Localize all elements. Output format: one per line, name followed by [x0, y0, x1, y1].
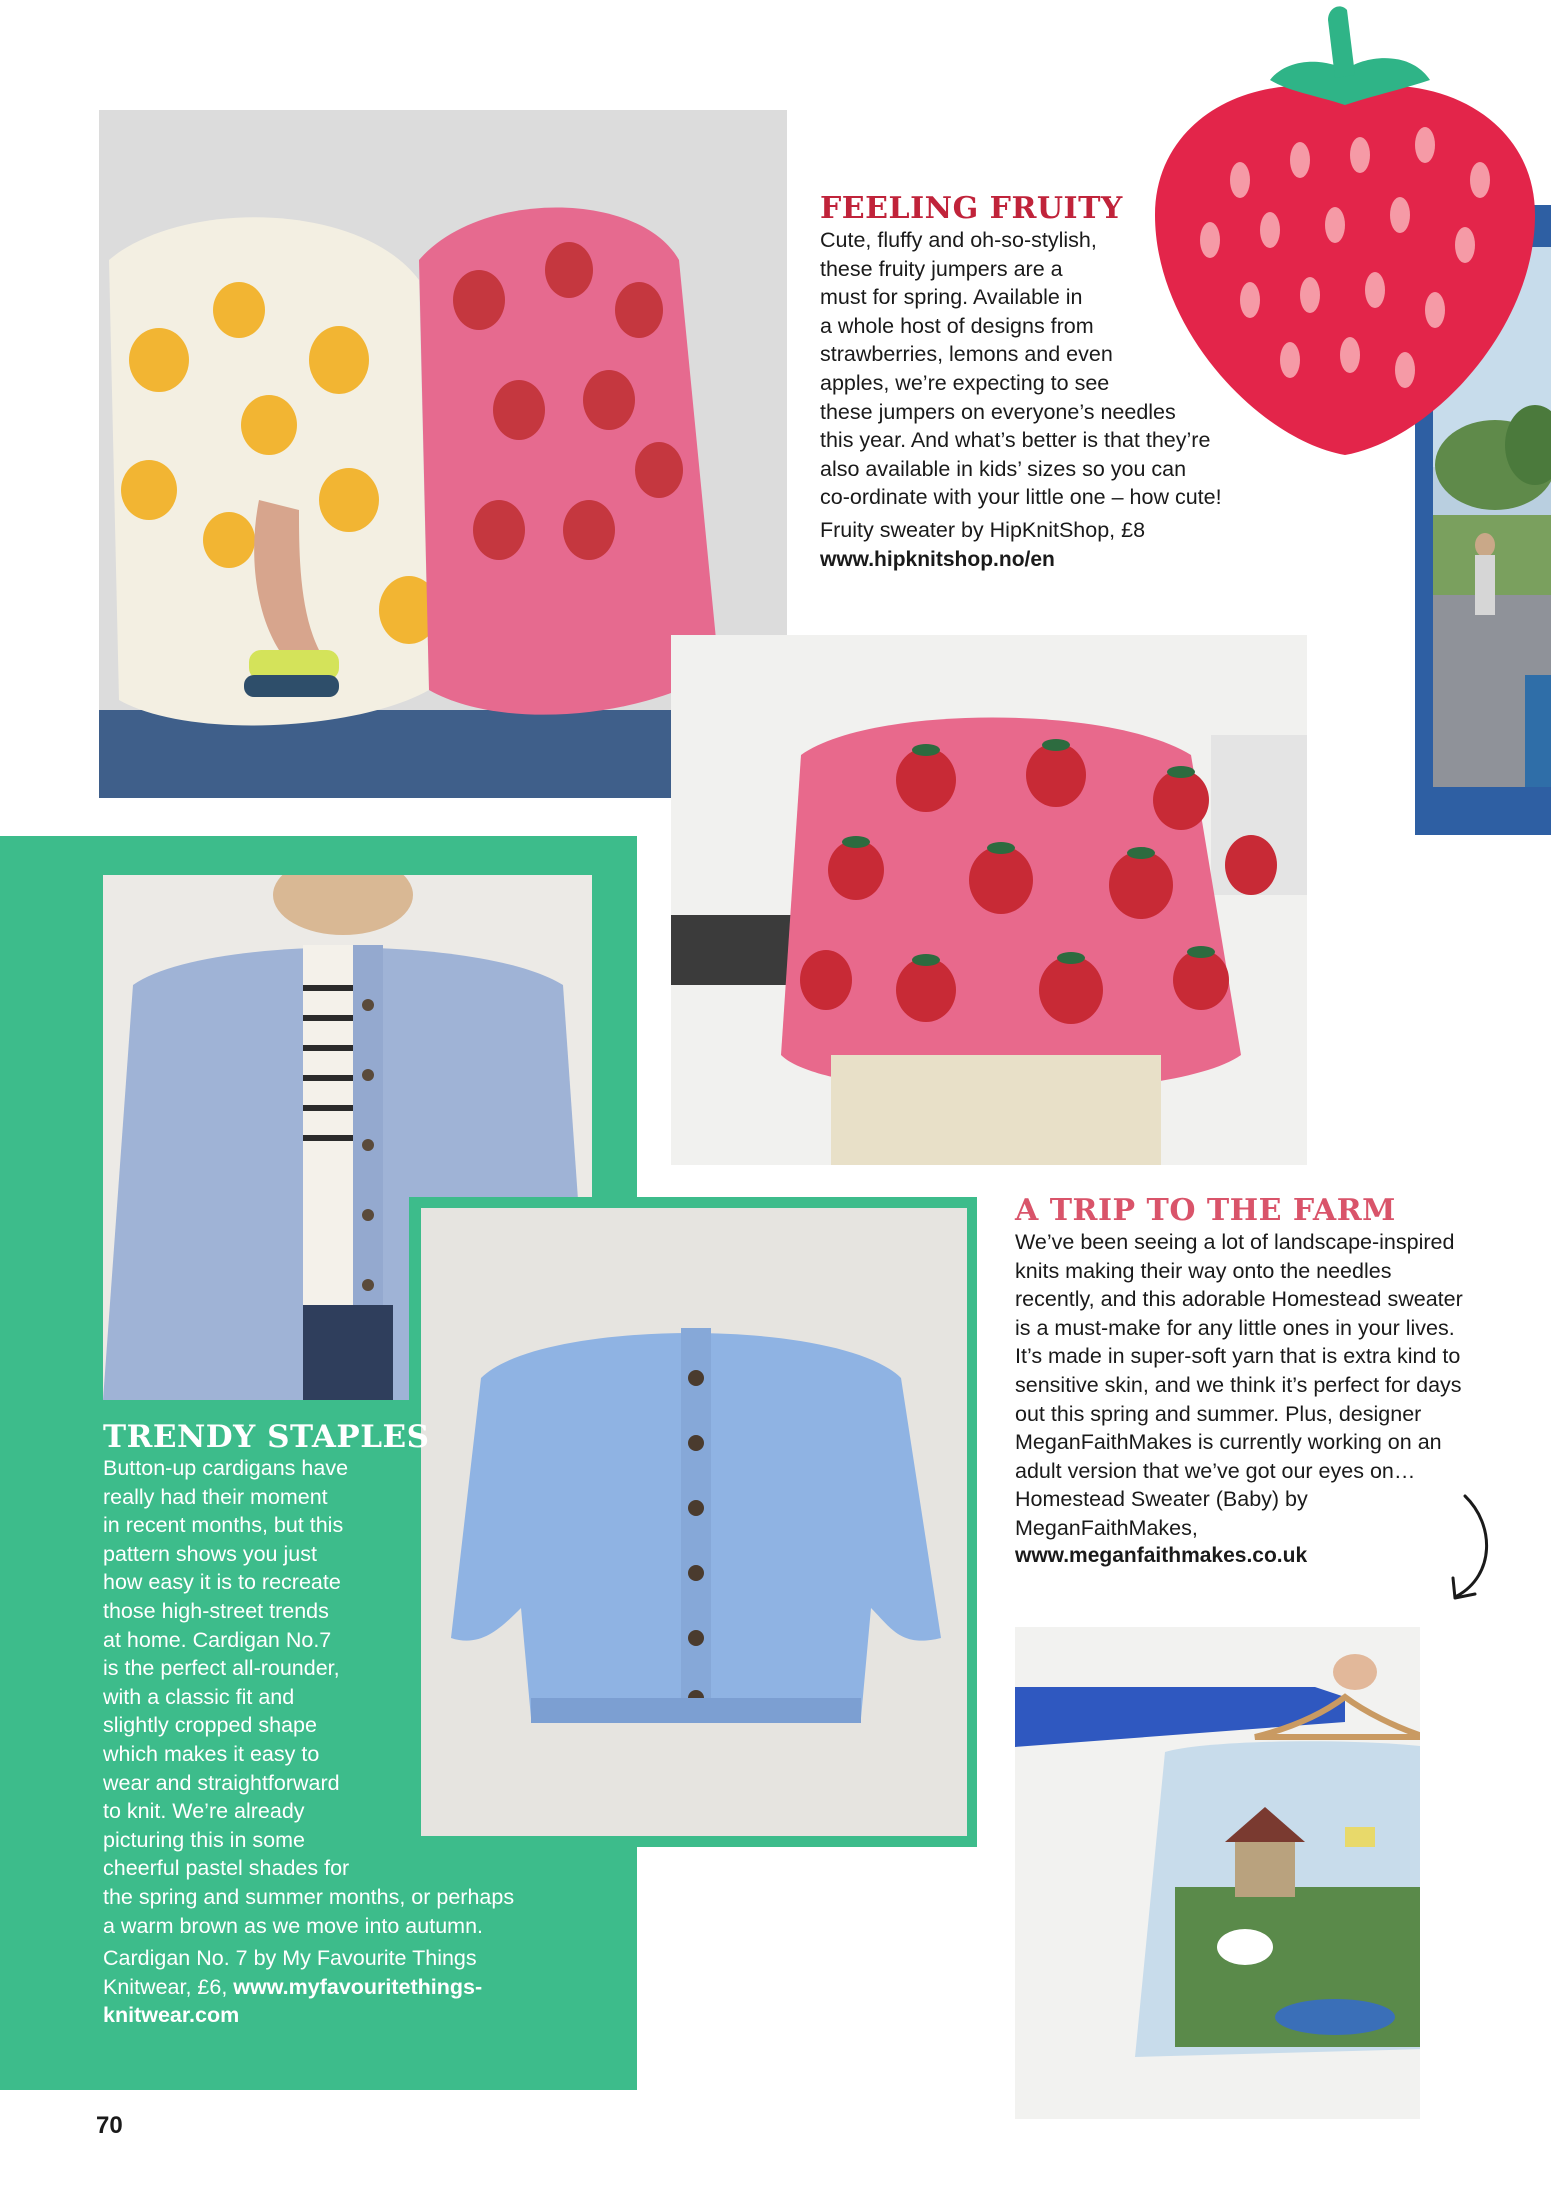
feeling-fruity-article: [820, 192, 1280, 575]
feeling-fruity-credit: Fruity sweater by HipKnitShop, £8: [820, 517, 1146, 542]
trip-to-farm-credit: Homestead Sweater (Baby) by MeganFaithMakes,: [1015, 1487, 1308, 1540]
trip-to-farm-body: We’ve been seeing a lot of landscape-inspired knits making their way onto the needles recently, and this adorable Homestead sweater is a must-make for any little ones in your lives. It’s made in super-soft yarn that is extra kind to sensitive skin, and we think it’s perfect for days out this spring and summer. Plus, designer MeganFaithMakes is currently working on an adult version that we’ve got our eyes on…: [1015, 1230, 1463, 1483]
page-number: 70: [96, 2112, 123, 2139]
myfavouritethings-link-cont[interactable]: knitwear.com: [103, 2003, 240, 2028]
farm-sweater-photo: [1015, 1627, 1420, 2119]
myfavouritethings-link[interactable]: www.myfavouritethings-: [233, 1974, 483, 1999]
meganfaithmakes-link[interactable]: www.meganfaithmakes.co.uk: [1015, 1543, 1308, 1567]
trendy-staples-body: Button-up cardigans have really had their moment in recent months, but this pattern shows you just how easy it is to recreate those high-street trends at home. Cardigan No.7 is the perfect all-rounder, with a classic fit and slightly cropped shape which makes it easy to wear and straightforward to knit. We’re already picturing this in some cheerful pastel shades for the spring and summer months, or perhaps a warm brown as we move into autumn.: [103, 1456, 515, 1938]
feeling-fruity-heading: FEELING FRUITY: [820, 191, 1123, 226]
trendy-staples-heading: TRENDY STAPLES: [103, 1419, 430, 1455]
trip-to-farm-article: [1015, 1194, 1515, 1569]
strawberry-sweater-back-photo: [671, 635, 1307, 1165]
trendy-staples-credit: Cardigan No. 7 by My Favourite Things Knitwear, £6, www.myfavouritethings- knitwear.com: [103, 1946, 483, 2028]
feeling-fruity-body: Cute, fluffy and oh-so-stylish, these fruity jumpers are a must for spring. Available in a whole host of designs from strawberries, lemons and even apples, we’re expecting to see these jumpers on everyone’s needles this year. And what’s better is that they’re also available in kids’ sizes so you can co-ordinate with your little one – how cute!: [820, 228, 1222, 510]
hipknitshop-link[interactable]: www.hipknitshop.no/en: [820, 547, 1055, 571]
trendy-staples-article: [103, 1420, 563, 2030]
trip-to-farm-heading: A TRIP TO THE FARM: [1015, 1193, 1396, 1228]
